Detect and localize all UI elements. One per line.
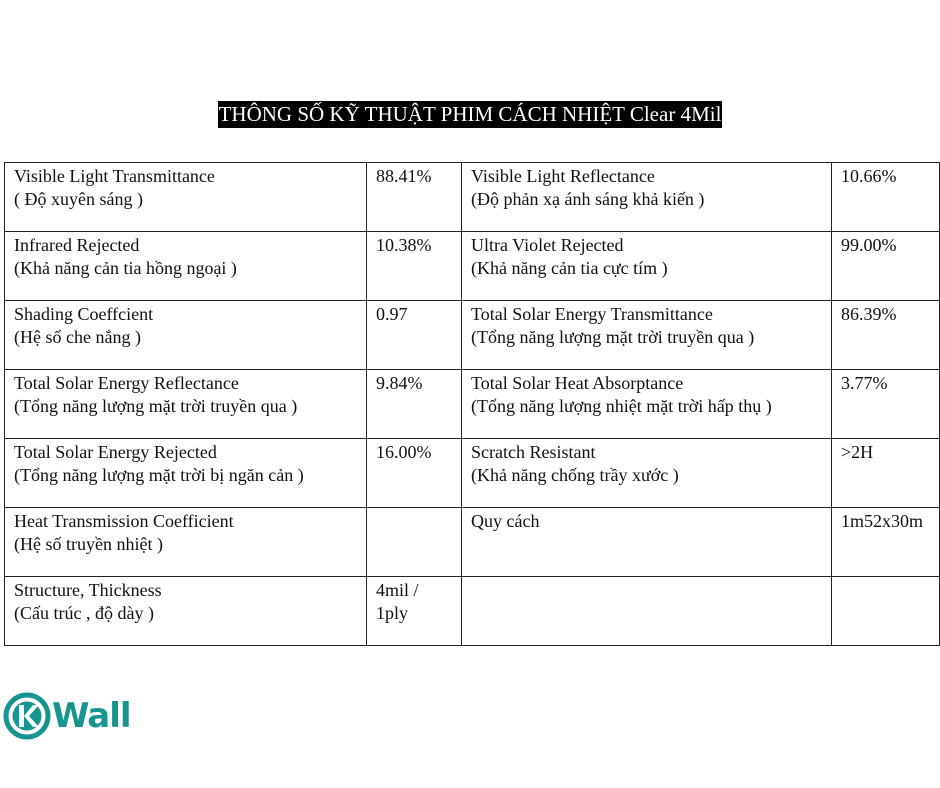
spec-table	[4, 162, 940, 646]
spec-label-en: Ultra Violet Rejected	[471, 235, 624, 255]
table-row	[5, 163, 940, 232]
spec-value-cell	[832, 370, 940, 439]
spec-label-en: Total Solar Heat Absorptance	[471, 373, 684, 393]
spec-value: 16.00%	[376, 442, 432, 462]
spec-label-cell	[5, 370, 367, 439]
spec-value-cell	[367, 232, 462, 301]
spec-label-vi: (Độ phản xạ ánh sáng khả kiến )	[471, 189, 705, 209]
spec-label-vi: (Tổng năng lượng mặt trời truyền qua )	[14, 396, 298, 416]
spec-label-en: Visible Light Reflectance	[471, 166, 655, 186]
spec-label-en: Total Solar Energy Transmittance	[471, 304, 713, 324]
spec-value: 99.00%	[841, 235, 897, 255]
spec-value: 9.84%	[376, 373, 423, 393]
table-row	[5, 301, 940, 370]
spec-value: 1m52x30m	[841, 511, 924, 531]
spec-value-cell	[367, 439, 462, 508]
spec-label-en: Infrared Rejected	[14, 235, 140, 255]
spec-label-vi: (Tổng năng lượng mặt trời bị ngăn cản )	[14, 465, 304, 485]
spec-label-en: Heat Transmission Coefficient	[14, 511, 234, 531]
spec-label-cell	[5, 301, 367, 370]
spec-label-vi: ( Độ xuyên sáng )	[14, 189, 143, 209]
spec-label-en: Total Solar Energy Rejected	[14, 442, 217, 462]
spec-label-cell	[5, 232, 367, 301]
spec-value: 86.39%	[841, 304, 897, 324]
table-row	[5, 508, 940, 577]
table-row	[5, 577, 940, 646]
spec-label-en: Total Solar Energy Reflectance	[14, 373, 239, 393]
spec-value: >2H	[841, 442, 874, 462]
spec-label-vi: (Tổng năng lượng mặt trời truyền qua )	[471, 327, 755, 347]
spec-label-cell	[5, 163, 367, 232]
spec-label-vi: (Hệ số truyền nhiệt )	[14, 534, 163, 554]
document-title: THÔNG SỐ KỸ THUẬT PHIM CÁCH NHIỆT Clear 4Mil	[218, 102, 722, 126]
table-row	[5, 439, 940, 508]
spec-label-vi: (Tổng năng lượng nhiệt mặt trời hấp thụ )	[471, 396, 772, 416]
spec-value-cell	[367, 301, 462, 370]
kwall-logo-text: Wall	[52, 696, 131, 736]
table-row	[5, 232, 940, 301]
spec-label-vi: (Cấu trúc , độ dày )	[14, 603, 154, 623]
spec-label-cell	[462, 232, 832, 301]
spec-value-cell	[832, 577, 940, 646]
spec-label-cell	[5, 577, 367, 646]
spec-label-cell	[5, 508, 367, 577]
spec-value-cell	[367, 163, 462, 232]
spec-label-cell	[5, 439, 367, 508]
spec-label-vi: (Khả năng cản tia cực tím )	[471, 258, 668, 278]
spec-label-en: Shading Coeffcient	[14, 304, 154, 324]
spec-value: 10.38%	[376, 235, 432, 255]
spec-value-cell	[367, 508, 462, 577]
spec-label-cell	[462, 163, 832, 232]
spec-label-en: Structure, Thickness	[14, 580, 162, 600]
spec-value-cell	[832, 439, 940, 508]
spec-label-vi: (Khả năng cản tia hồng ngoại )	[14, 258, 237, 278]
kwall-logo-mark-icon	[3, 692, 51, 740]
spec-label-en: Quy cách	[471, 511, 540, 531]
spec-value-cell	[832, 232, 940, 301]
spec-label-vi: (Khả năng chống trầy xước )	[471, 465, 679, 485]
spec-label-cell	[462, 577, 832, 646]
spec-value-cell	[832, 163, 940, 232]
spec-value: 10.66%	[841, 166, 897, 186]
table-row	[5, 370, 940, 439]
spec-label-cell	[462, 439, 832, 508]
spec-label-cell	[462, 301, 832, 370]
spec-value: 4mil / 1ply	[376, 580, 419, 623]
spec-value-cell	[832, 508, 940, 577]
spec-value-cell	[832, 301, 940, 370]
spec-label-cell	[462, 370, 832, 439]
spec-value: 88.41%	[376, 166, 432, 186]
spec-value: 0.97	[376, 304, 408, 324]
title-wrap	[0, 101, 940, 128]
spec-value-cell	[367, 370, 462, 439]
spec-value: 3.77%	[841, 373, 888, 393]
spec-label-cell	[462, 508, 832, 577]
spec-label-en: Scratch Resistant	[471, 442, 596, 462]
spec-value-cell	[367, 577, 462, 646]
kwall-logo	[3, 691, 131, 741]
spec-label-vi: (Hệ số che nắng )	[14, 327, 141, 347]
spec-label-en: Visible Light Transmittance	[14, 166, 215, 186]
